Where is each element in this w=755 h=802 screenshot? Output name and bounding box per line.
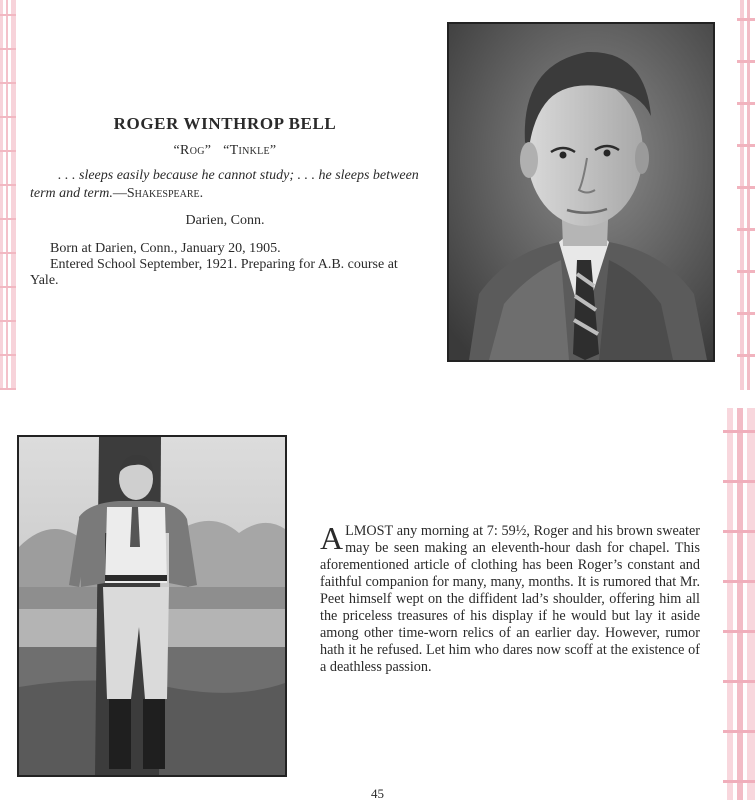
nickname-rog: “Rog”: [173, 143, 212, 158]
decorative-border-left: [0, 0, 16, 390]
quote-text: . . . sleeps easily because he cannot study; . . . he sleeps between term and term.: [30, 168, 419, 201]
student-name: ROGER WINTHROP BELL: [113, 114, 337, 133]
nickname-tinkle: “Tinkle”: [223, 143, 277, 158]
drop-cap: A: [320, 520, 344, 556]
page-number: 45: [371, 786, 384, 801]
quotation: [30, 167, 420, 203]
portrait-illustration: [449, 24, 713, 360]
birth-info: Born at Darien, Conn., January 20, 1905.: [50, 241, 281, 256]
quote-author: —Shakespeare.: [112, 186, 204, 201]
decorative-border-right-top: [737, 0, 755, 390]
outdoor-photo-illustration: [19, 437, 285, 775]
school-entry-info: Entered School September, 1921. Preparing for A.B. course at Yale.: [30, 257, 398, 288]
narrative-paragraph: [320, 520, 700, 676]
decorative-border-right-bottom: [723, 408, 755, 800]
nicknames: [30, 143, 420, 159]
portrait-photo: [447, 22, 715, 362]
bio-block: [30, 114, 420, 289]
outdoor-photo: [17, 435, 287, 777]
hometown: Darien, Conn.: [185, 213, 265, 228]
narrative-text: LMOST any morning at 7: 59½, Roger and his brown sweater may be seen making an eleventh-hour dash for chapel. This aforementioned article of clothing has been Roger’s constant and faithful companion for many, many, months. It is rumored that Mr. Peet himself wept on the diffident lad’s shoulder, offering him all the priceless treasures of his display if he would but lay it aside among other time-worn relics of an earlier day. However, rumor hath it he refused. Let him who dares now scoff at the existence of a deathless passion.: [320, 523, 700, 675]
